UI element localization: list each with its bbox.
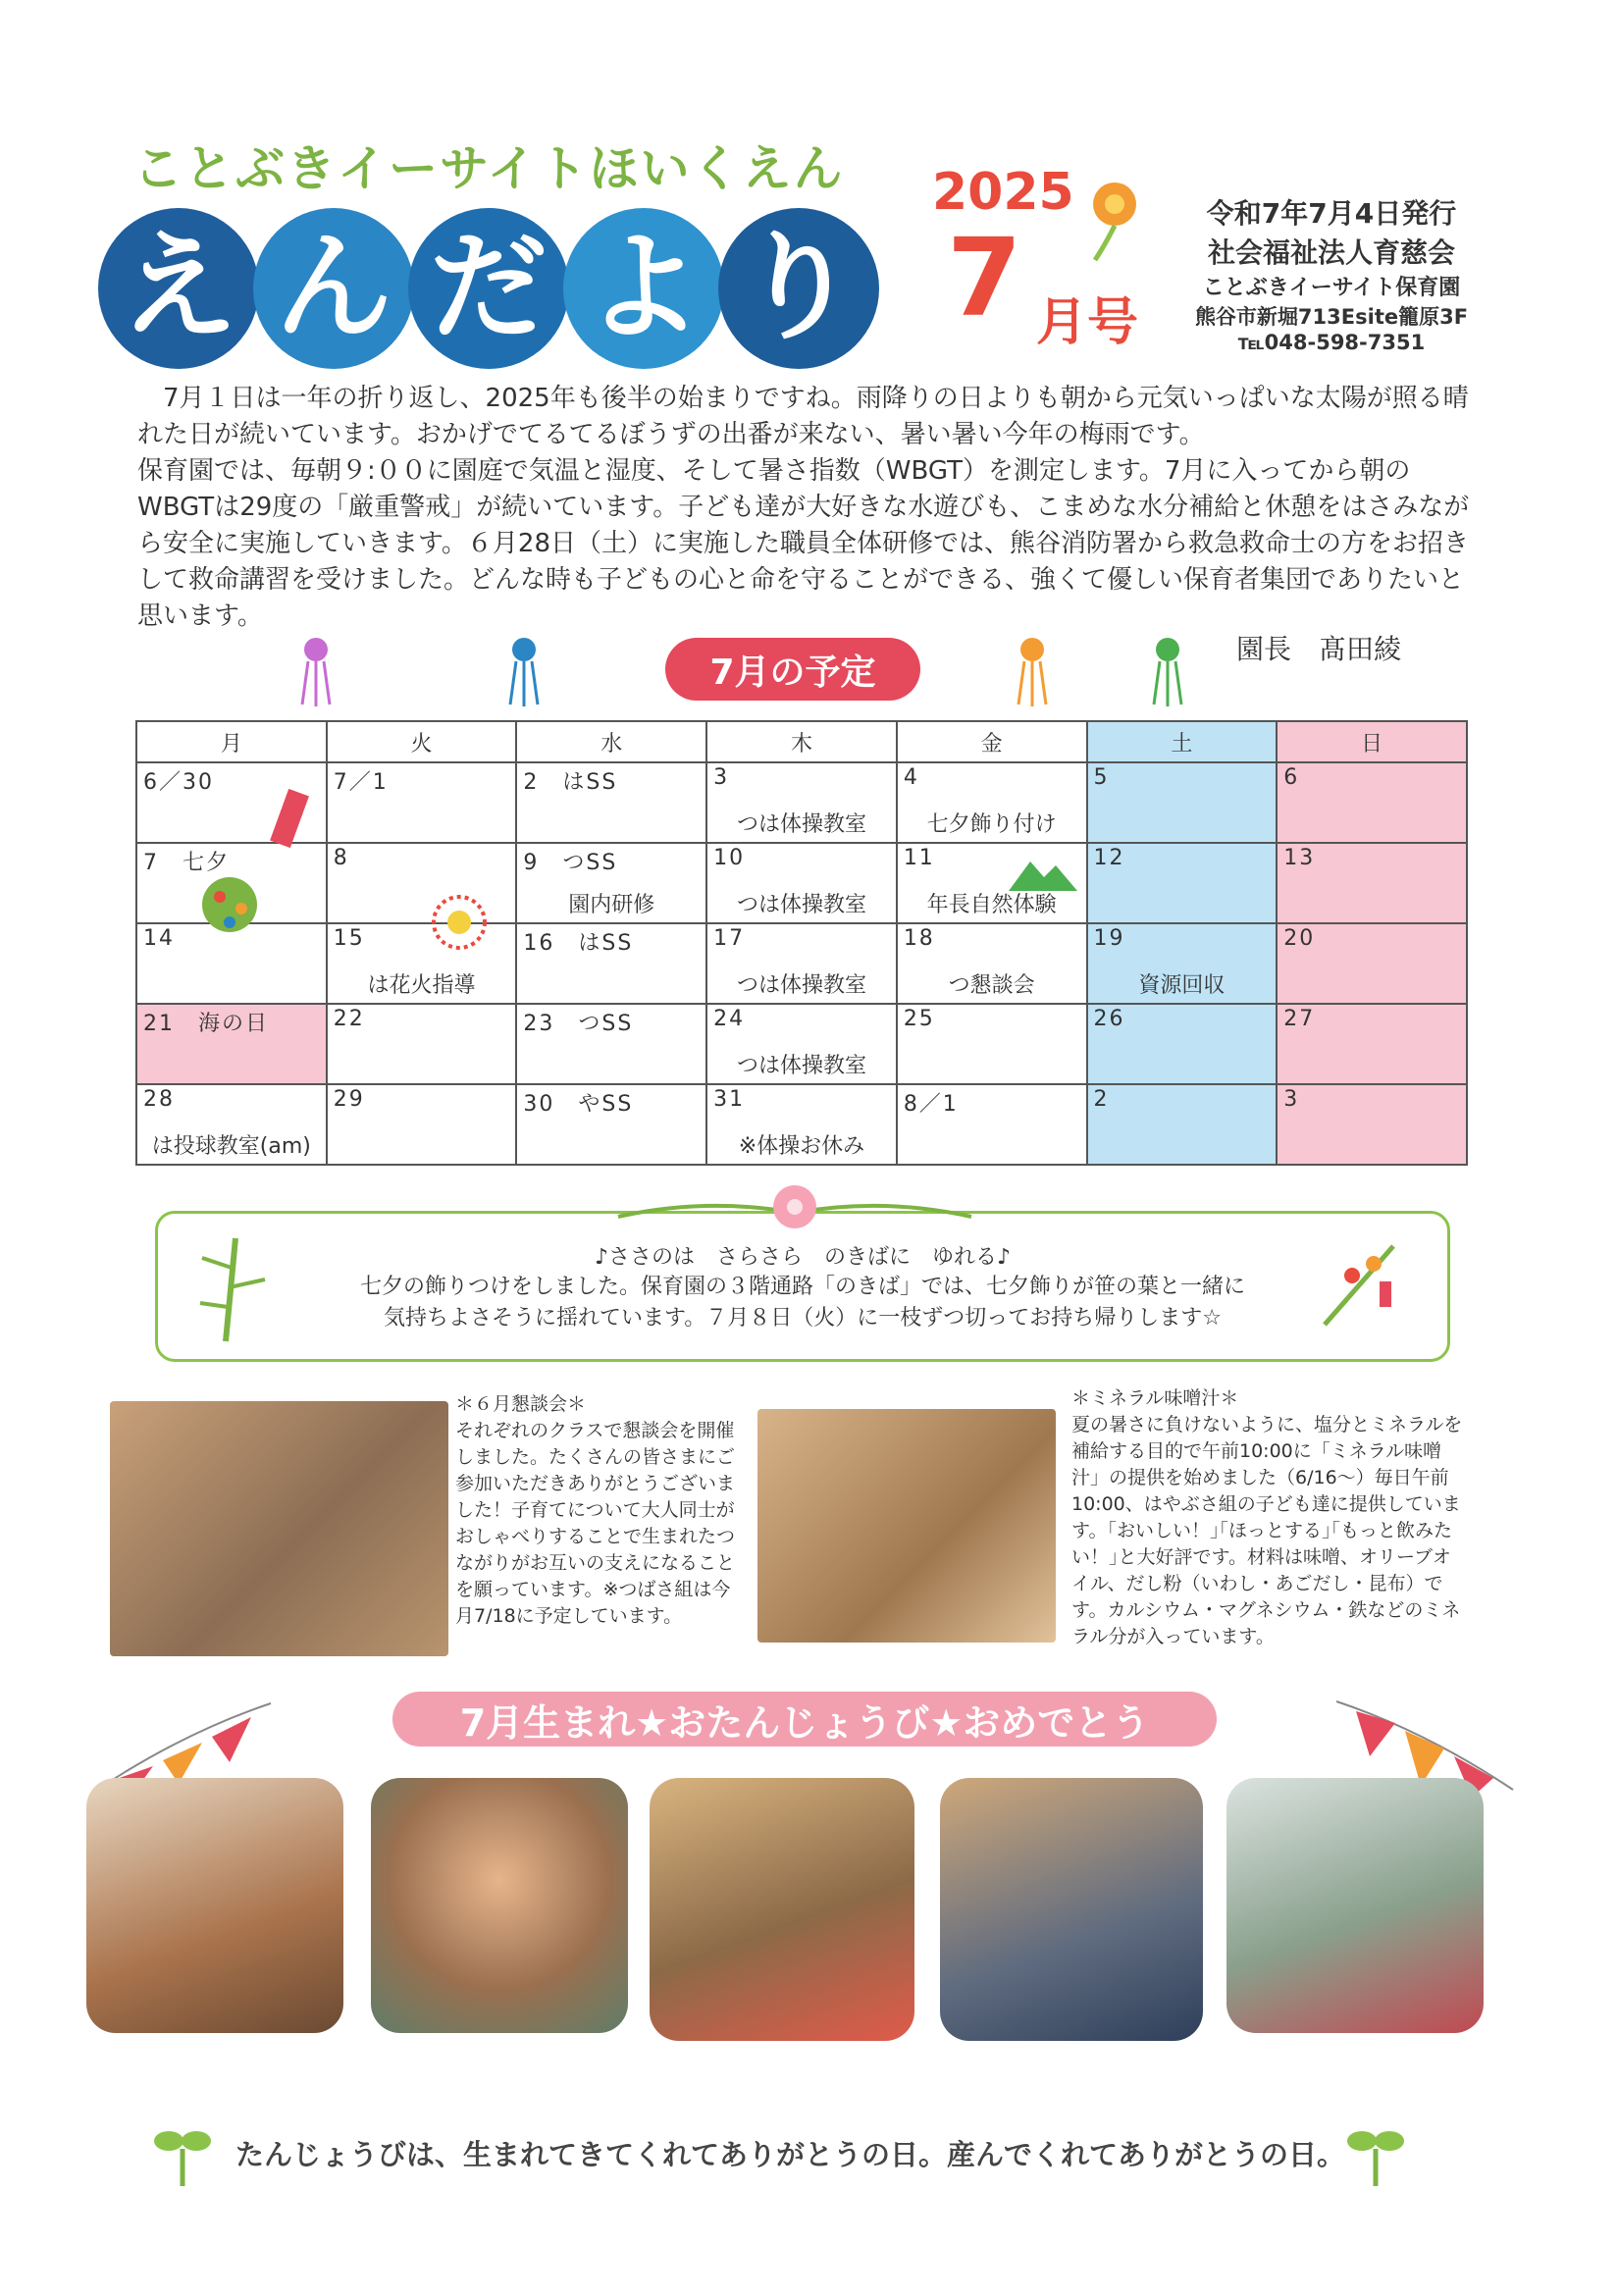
calendar-event: つは体操教室 <box>736 1054 866 1078</box>
calendar-date: 10 <box>713 846 746 870</box>
miso-soup-photo <box>757 1409 1056 1643</box>
calendar-cell <box>706 1004 897 1084</box>
calendar-event: 七夕飾り付け <box>926 812 1057 837</box>
birthday-footer-message: たんじょうびは、生まれてきてくれてありがとうの日。産んでくれてありがとうの日。 <box>235 2138 1346 2171</box>
meeting-body: それぞれのクラスで懇談会を開催しました。たくさんの皆さまにご参加いただきありがとうございました！子育てについて大人同士がおしゃべりすることで生まれたつながりがお互いの支えになることを願っています。※つばさ組は今月7/18に予定しています。 <box>455 1420 736 1627</box>
streamer-icon <box>287 634 345 708</box>
streamer-icon <box>1138 634 1197 708</box>
calendar-date: 23 つSS <box>523 1012 634 1036</box>
schedule-calendar <box>135 720 1468 1166</box>
calendar-event: 園内研修 <box>568 893 655 917</box>
vine-decoration-icon <box>608 1177 981 1236</box>
schedule-title: 7月の予定 <box>665 638 920 701</box>
birthday-child-photo <box>371 1778 628 2033</box>
calendar-date: 19 <box>1093 926 1125 951</box>
intro-message <box>137 381 1472 635</box>
calendar-cell <box>516 843 706 923</box>
calendar-cell <box>516 1004 706 1084</box>
calendar-week <box>136 1084 1467 1165</box>
calendar-week <box>136 923 1467 1004</box>
calendar-date: 13 <box>1283 846 1316 870</box>
calendar-cell <box>897 923 1087 1004</box>
calendar-date: 6 <box>1283 765 1300 790</box>
calendar-date: 2 はSS <box>523 770 618 795</box>
tanabata-line-1: 七夕の飾りつけをしました。保育園の３階通路「のきば」では、七夕飾りが笹の葉と一緒に <box>359 1275 1245 1299</box>
calendar-cell <box>1277 843 1467 923</box>
calendar-cell <box>516 923 706 1004</box>
calendar-cell <box>706 762 897 843</box>
calendar-cell <box>136 1084 327 1165</box>
calendar-cell <box>516 1084 706 1165</box>
issue-month: 7 <box>947 215 1022 340</box>
calendar-date: 8 <box>333 846 349 870</box>
tanabata-line-2: 気持ちよさそうに揺れています。７月８日（火）に一枝ずつ切ってお持ち帰りします☆ <box>384 1306 1222 1331</box>
miso-article <box>1071 1385 1464 1650</box>
calendar-cell <box>706 923 897 1004</box>
calendar-date: 4 <box>903 765 919 790</box>
streamer-icon <box>495 634 553 708</box>
title-char-1: え <box>98 208 259 369</box>
calendar-date: 5 <box>1093 765 1110 790</box>
issue-month-suffix: 月号 <box>1036 293 1139 352</box>
calendar-cell <box>1087 843 1278 923</box>
calendar-cell <box>1277 1004 1467 1084</box>
calendar-event: つ懇談会 <box>948 973 1035 998</box>
calendar-date: 26 <box>1093 1007 1125 1031</box>
calendar-cell <box>1087 923 1278 1004</box>
calendar-cell <box>1087 1084 1278 1165</box>
calendar-date: 14 <box>143 926 175 951</box>
calendar-cell <box>516 762 706 843</box>
sprout-icon <box>153 2119 212 2188</box>
fireworks-icon <box>422 889 496 958</box>
intro-paragraph-1: 7月１日は一年の折り返し、2025年も後半の始まりですね。雨降りの日よりも朝から元気いっぱいな太陽が照る晴れた日が続いています。おかげでてるてるぼうずの出番が来ない、暑い暑い今年の梅雨です。 <box>137 384 1469 449</box>
title-char-2: ん <box>253 208 414 369</box>
calendar-date: 17 <box>713 926 746 951</box>
tanabata-title: ♪ささのは さらさら のきばに ゆれる♪ <box>594 1245 1012 1270</box>
calendar-date: 25 <box>903 1007 935 1031</box>
calendar-cell <box>327 762 517 843</box>
calendar-date: 7 七夕 <box>143 851 230 875</box>
meeting-title: ＊６月懇談会＊ <box>455 1393 587 1415</box>
calendar-event: は投球教室(am) <box>151 1134 311 1159</box>
newsletter-subtitle: ことぶきイーサイトほいくえん <box>133 140 845 197</box>
facility-tel: ℡048-598-7351 <box>1237 331 1426 354</box>
miso-title: ＊ミネラル味噌汁＊ <box>1071 1387 1239 1409</box>
calendar-date: 18 <box>903 926 935 951</box>
calendar-date: 27 <box>1283 1007 1316 1031</box>
publish-date: 令和7年7月4日発行 <box>1206 197 1457 230</box>
day-header: 火 <box>327 721 517 762</box>
bamboo-decoration-icon <box>190 865 269 954</box>
calendar-cell <box>897 1084 1087 1165</box>
birthday-child-photo <box>1226 1778 1484 2033</box>
day-header: 月 <box>136 721 327 762</box>
calendar-date: 3 <box>1283 1087 1300 1112</box>
organization-name: 社会福祉法人育慈会 <box>1207 236 1455 269</box>
tanabata-text <box>155 1272 1450 1334</box>
day-header: 日 <box>1277 721 1467 762</box>
title-char-5: り <box>718 208 879 369</box>
facility-address: 熊谷市新堀713Esite籠原3F <box>1194 305 1469 329</box>
calendar-cell <box>706 843 897 923</box>
calendar-cell <box>1277 1084 1467 1165</box>
day-header: 土 <box>1087 721 1278 762</box>
calendar-cell <box>1087 1004 1278 1084</box>
meeting-article <box>455 1391 746 1630</box>
calendar-date: 31 <box>713 1087 746 1112</box>
birthday-child-photo <box>86 1778 343 2033</box>
sprout-icon <box>1346 2119 1405 2188</box>
calendar-date: 15 <box>333 926 365 951</box>
calendar-date: 22 <box>333 1007 365 1031</box>
calendar-event: ※体操お休み <box>738 1134 865 1159</box>
calendar-date: 28 <box>143 1087 175 1112</box>
calendar-cell <box>706 1084 897 1165</box>
day-header: 木 <box>706 721 897 762</box>
mountain-icon <box>1009 854 1077 893</box>
miso-body: 夏の暑さに負けないように、塩分とミネラルを補給する目的で午前10:00に「ミネラル味噌汁」の提供を始めました（6/16～）毎日午前10:00、はやぶさ組の子ども達に提供しています。｢おいしい！｣｢ほっとする｣｢もっと飲みたい！｣と大好評です。材料は味噌、オリーブオイル、だし粉（いわし・あごだし・昆布）です。カルシウム・マグネシウム・鉄などのミネラル分が入っています。 <box>1071 1414 1463 1647</box>
calendar-date: 8／1 <box>903 1092 959 1117</box>
calendar-date: 30 やSS <box>523 1092 634 1117</box>
calendar-date: 20 <box>1283 926 1316 951</box>
calendar-cell <box>1277 923 1467 1004</box>
calendar-cell <box>136 1004 327 1084</box>
title-char-4: よ <box>563 208 724 369</box>
calendar-date: 12 <box>1093 846 1125 870</box>
birthday-child-photo <box>940 1778 1203 2041</box>
day-header: 金 <box>897 721 1087 762</box>
issue-year: 2025 <box>932 163 1074 222</box>
calendar-date: 7／1 <box>333 770 389 795</box>
calendar-date: 24 <box>713 1007 746 1031</box>
facility-name: ことぶきイーサイト保育園 <box>1202 276 1461 300</box>
calendar-event: つは体操教室 <box>736 893 866 917</box>
calendar-cell <box>327 1084 517 1165</box>
calendar-event: つは体操教室 <box>736 973 866 998</box>
meeting-photo <box>110 1401 448 1656</box>
day-header: 水 <box>516 721 706 762</box>
calendar-cell <box>897 762 1087 843</box>
calendar-date: 6／30 <box>143 770 214 795</box>
director-signature: 園長 髙田綾 <box>1236 633 1402 665</box>
calendar-event: 年長自然体験 <box>926 893 1057 917</box>
calendar-date: 11 <box>903 846 935 870</box>
calendar-date: 21 海の日 <box>143 1012 269 1036</box>
calendar-week <box>136 1004 1467 1084</box>
intro-paragraph-2: 保育園では、毎朝９:００に園庭で気温と湿度、そして暑さ指数（WBGT）を測定します。7月に入ってから朝のWBGTは29度の「厳重警戒」が続いています。子ども達が大好きな水遊びも、こまめな水分補給と休憩をはさみながら安全に実施していきます。６月28日（土）に実施した職員全体研修では、熊谷消防署から救急救命士の方をお招きして救命講習を受けました。どんな時も子どもの心と命を守ることができる、強くて優しい保育者集団でありたいと思います。 <box>137 456 1470 631</box>
calendar-cell <box>1087 762 1278 843</box>
flower-icon <box>1075 167 1154 265</box>
calendar-event: 資源回収 <box>1138 973 1226 998</box>
calendar-date: 29 <box>333 1087 365 1112</box>
calendar-cell <box>327 1004 517 1084</box>
birthday-child-photo <box>650 1778 914 2041</box>
calendar-event: つは体操教室 <box>736 812 866 837</box>
calendar-event: は花火指導 <box>367 973 476 998</box>
tanzaku-icon <box>265 781 318 858</box>
calendar-date: 2 <box>1093 1087 1110 1112</box>
streamer-icon <box>1003 634 1062 708</box>
calendar-date: 16 はSS <box>523 931 634 956</box>
publisher-info <box>1170 192 1493 354</box>
calendar-date: 3 <box>713 765 730 790</box>
calendar-cell <box>1277 762 1467 843</box>
calendar-week <box>136 843 1467 923</box>
birthday-banner: 7月生まれ★おたんじょうび★おめでとう <box>392 1692 1217 1747</box>
title-char-3: だ <box>408 208 569 369</box>
newsletter-title <box>98 208 873 369</box>
calendar-date: 9 つSS <box>523 851 618 875</box>
calendar-cell <box>897 1004 1087 1084</box>
calendar-week <box>136 762 1467 843</box>
